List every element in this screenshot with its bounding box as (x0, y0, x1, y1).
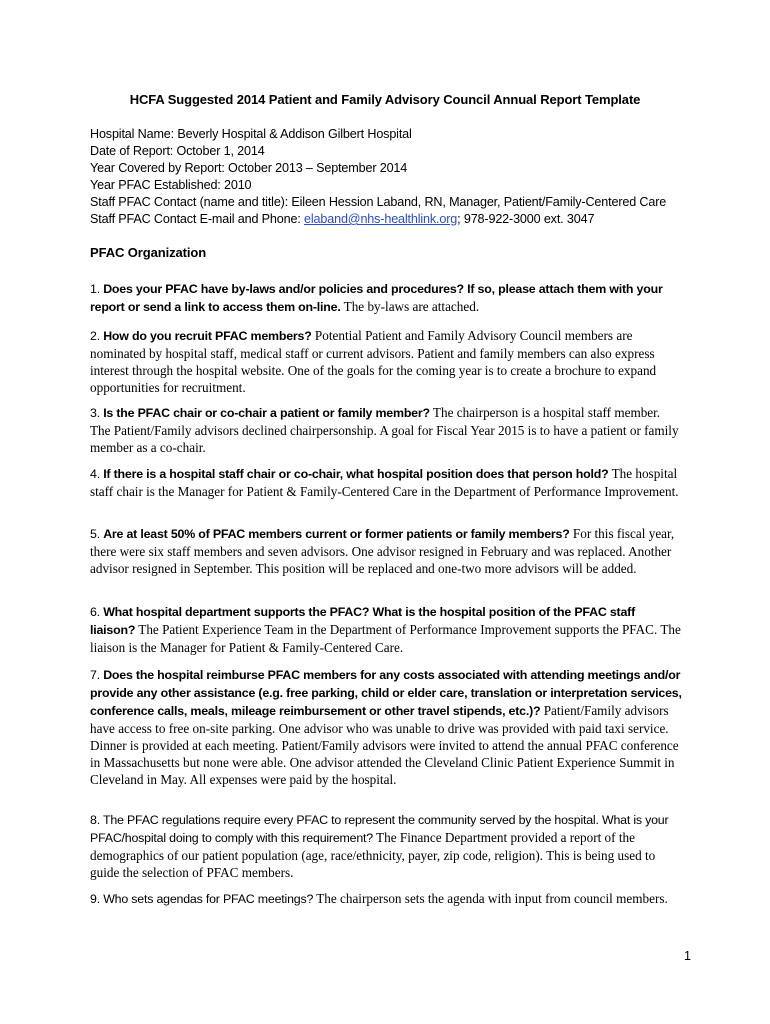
staff-email-phone (90, 211, 690, 228)
document-title: HCFA Suggested 2014 Patient and Family Advisory Council Annual Report Template (129, 92, 641, 107)
question-1-text: Does your PFAC have by-laws and/or policies and procedures? If so, please attach them with your report or send a link to access them on-line. (90, 282, 663, 314)
question-8-number: 8. (90, 813, 103, 827)
staff-email-link[interactable]: elaband@nhs-healthlink.org (304, 212, 458, 226)
question-6-text: What hospital department supports the PFAC? What is the hospital position of the PFAC staff liaison? (90, 605, 636, 637)
year-covered: Year Covered by Report: October 2013 – September 2014 (90, 161, 408, 175)
year-established: Year PFAC Established: 2010 (90, 178, 252, 192)
answer-8: The Finance Department provided a report of the demographics of our patient population (age, race/ethnicity, payer, zip code, religion). This is being used to guide the selection of PFAC members. (90, 830, 656, 880)
staff-phone: ; 978-922-3000 ext. 3047 (457, 212, 595, 226)
staff-email-label: Staff PFAC Contact E-mail and Phone: (90, 212, 305, 226)
answer-9: The chairperson sets the agenda with input from council members. (313, 891, 668, 906)
question-9-number: 9. (90, 892, 104, 906)
staff-contact: Staff PFAC Contact (name and title): Eileen Hession Laband, RN, Manager, Patient/Family-Centered Care (90, 195, 667, 209)
question-2-number: 2. (90, 329, 104, 343)
question-5-text: Are at least 50% of PFAC members current or former patients or family members? (103, 527, 570, 541)
answer-6: The Patient Experience Team in the Department of Performance Improvement supports the PFAC. The liaison is the Manager for Patient & Family-Centered Care. (90, 622, 681, 655)
question-6 (90, 603, 682, 656)
answer-7: Patient/Family advisors have access to free on-site parking. One advisor who was unable to drive was provided with paid taxi service. Dinner is provided at each meeting. Patient/Family advisors were invited to attend the annual PFAC conference in Massachusetts but none were able. One advisor attended the Cleveland Clinic Patient Experience Summit in Cleveland in May. All expenses were paid by the hospital. (90, 703, 679, 787)
question-4-number: 4. (90, 467, 104, 481)
question-3-number: 3. (90, 406, 104, 420)
answer-3: The chairperson is a hospital staff member. The Patient/Family advisors declined chairpersonship. A goal for Fiscal Year 2015 is to have a patient or family member as a co-chair. (90, 405, 679, 455)
question-7-number: 7. (90, 668, 104, 682)
question-7-text: Does the hospital reimburse PFAC members for any costs associated with attending meetings and/or provide any other assistance (e.g. free parking, child or elder care, translation or interpretation services, conference calls, meals, mileage reimbursement or other travel stipends, etc.)? (90, 668, 682, 718)
question-4-text: If there is a hospital staff chair or co-chair, what hospital position does that person hold? (103, 467, 609, 481)
question-9 (90, 890, 682, 908)
answer-2: Potential Patient and Family Advisory Council members are nominated by hospital staff, medical staff or current advisors. Patient and family members can also express interest through the hospital website. One of the goals for the coming year is to create a brochure to expand opportunities for recruitment. (90, 328, 657, 395)
page-number: 1 (684, 949, 691, 963)
question-7 (90, 666, 682, 788)
report-metadata (90, 126, 690, 228)
question-9-text: Who sets agendas for PFAC meetings? (103, 892, 314, 906)
answer-4: The hospital staff chair is the Manager for Patient & Family-Centered Care in the Department of Performance Improvement. (90, 466, 679, 499)
question-8 (90, 811, 682, 881)
question-1-number: 1. (90, 282, 104, 296)
question-5 (90, 525, 682, 577)
question-3 (90, 404, 682, 456)
answer-5: For this fiscal year, there were six staff members and seven advisors. One advisor resigned in February and was replaced. Another advisor resigned in September. This position will be replaced and one-two more advisors will be added. (90, 526, 675, 576)
date-of-report: Date of Report: October 1, 2014 (90, 144, 265, 158)
question-2-text: How do you recruit PFAC members? (103, 329, 312, 343)
question-6-number: 6. (90, 605, 104, 619)
question-5-number: 5. (90, 527, 104, 541)
question-4 (90, 465, 682, 500)
answer-1: The by-laws are attached. (340, 299, 480, 314)
question-1 (90, 280, 682, 316)
question-3-text: Is the PFAC chair or co-chair a patient or family member? (103, 406, 430, 420)
hospital-name: Hospital Name: Beverly Hospital & Addison Gilbert Hospital (90, 127, 412, 141)
question-8-text: The PFAC regulations require every PFAC to represent the community served by the hospital. What is your PFAC/hospital doing to comply with this requirement? (90, 813, 669, 845)
section-heading: PFAC Organization (90, 245, 207, 260)
question-2 (90, 327, 682, 396)
